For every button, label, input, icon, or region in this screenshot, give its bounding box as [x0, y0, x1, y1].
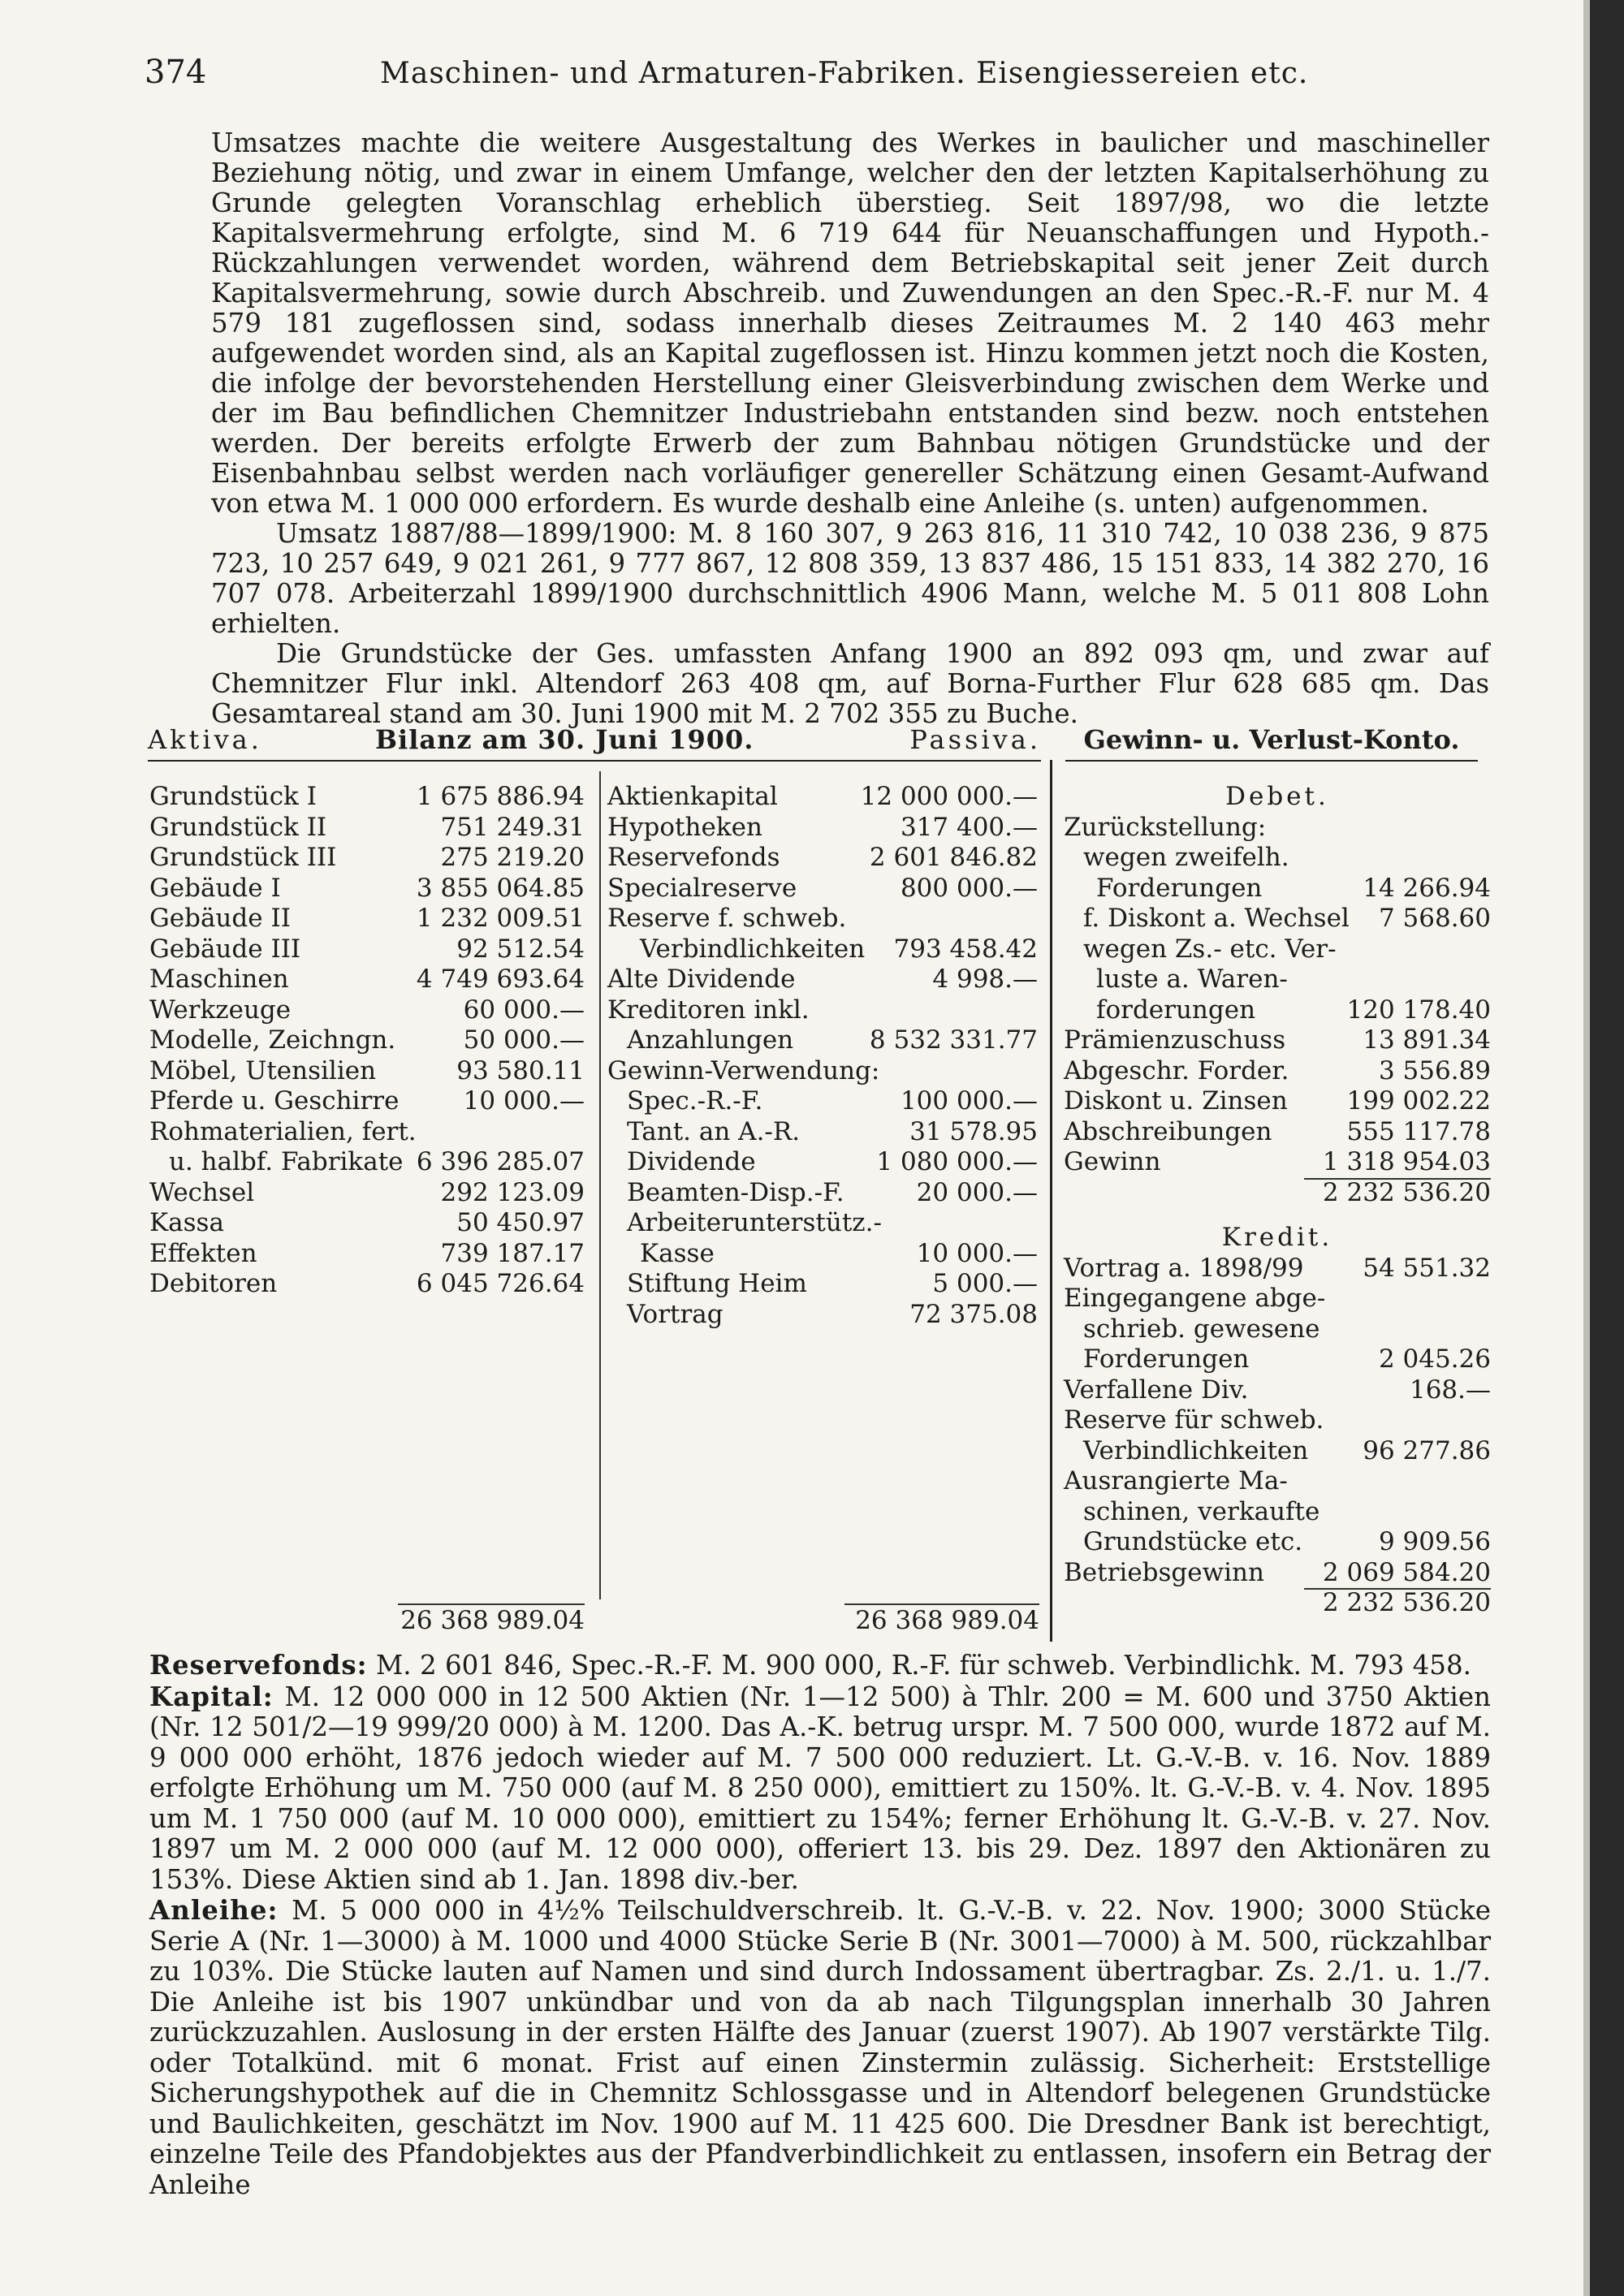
row-label: Zurückstellung: [1064, 812, 1267, 842]
row-amount: 793 458.42 [893, 934, 1038, 964]
subtotal-amount: 2 232 536.20 [1322, 1177, 1491, 1207]
row-amount: 3 855 064.85 [416, 873, 585, 903]
row-label: Anzahlungen [627, 1025, 794, 1055]
ledger-row [607, 1239, 1038, 1270]
note-text: M. 2 601 846, Spec.-R.-F. M. 900 000, R.-F. für schweb. Verbindlichk. M. 793 458. [376, 1650, 1471, 1681]
row-label: Specialreserve [607, 873, 797, 903]
row-amount: 60 000.— [463, 995, 585, 1025]
ledger-row [1064, 1147, 1491, 1178]
row-label: Aktienkapital [607, 782, 778, 811]
row-amount: 9 909.56 [1378, 1527, 1491, 1556]
ledger-row [1064, 904, 1491, 934]
ledger-row [149, 1239, 585, 1270]
row-amount: 2 045.26 [1378, 1344, 1491, 1374]
row-label: Gewinn [1064, 1147, 1161, 1176]
ledger-row [149, 813, 585, 844]
row-amount: 54 551.32 [1363, 1253, 1491, 1283]
row-amount: 92 512.54 [456, 934, 585, 964]
scan-margin-edge [1583, 0, 1590, 2296]
row-amount: 8 532 331.77 [869, 1025, 1038, 1055]
ledger-row [1064, 1314, 1491, 1345]
ledger-row [1064, 1284, 1491, 1314]
aktiva-column [149, 782, 585, 1300]
row-amount: 12 000 000.— [860, 782, 1038, 811]
column-divider [599, 771, 601, 1599]
row-label: Abgeschr. Forder. [1064, 1055, 1289, 1085]
row-amount: 4 749 693.64 [416, 965, 585, 994]
row-amount: 7 568.60 [1378, 904, 1491, 933]
row-amount: 199 002.22 [1346, 1086, 1491, 1116]
ledger-row [149, 1056, 585, 1087]
row-amount: 751 249.31 [440, 812, 585, 842]
row-label: Werkzeuge [149, 995, 292, 1025]
row-amount: 1 080 000.— [876, 1147, 1038, 1176]
ledger-row [1064, 1466, 1491, 1497]
note-text: M. 5 000 000 in 4½% Teilschuldverschreib. lt. G.-V.-B. v. 22. Nov. 1900; 3000 Stücke Serie A (Nr. 1—3000) à M. 1000 und 4000 Stücke Serie B (Nr. 3001—7000) à M. 500, rückzahlbar zu 103%. Die Stücke lauten auf Namen und sind durch Indossament übertragbar. Zs. 2./1. u. 1./7. Die Anleihe ist bis 1907 unkündbar und von da ab nach Tilgungsplan innerhalb 30 Jahren zurückzuzahlen. Auslosung in der ersten Hälfte des Januar (zuerst 1907). Ab 1907 verstärkte Tilg. oder Totalkünd. mit 6 monat. Frist auf einen Zinstermin zulässig. Sicherheit: Erststellige Sicherungshypothek auf die in Chemnitz Schlossgasse und in Altendorf belegenen Grundstücke und Baulichkeiten, geschätzt im Nov. 1900 auf M. 11 425 600. Die Dresdner Bank ist berechtigt, einzelne Teile des Pfandobjektes aus der Pfandverbindlichkeit zu entlassen, insofern ein Betrag der Anleihe [149, 1895, 1491, 2200]
page-number: 374 [145, 54, 207, 91]
row-label: Abschreibungen [1064, 1116, 1272, 1146]
ledger-row [1064, 934, 1491, 965]
row-amount: 14 266.94 [1363, 873, 1491, 903]
row-label: Arbeiterunterstütz.- [627, 1208, 882, 1237]
row-amount: 317 400.— [900, 812, 1038, 842]
ledger-row [149, 874, 585, 904]
ledger-row [607, 1086, 1038, 1117]
ledger-row [149, 1208, 585, 1239]
row-amount: 93 580.11 [456, 1055, 585, 1085]
ledger-row [607, 1178, 1038, 1209]
row-label: Reservefonds [607, 843, 780, 872]
note-heading: Anleihe: [149, 1894, 279, 1926]
ledger-row [607, 813, 1038, 844]
ledger-row [607, 1025, 1038, 1056]
balance-title: Bilanz am 30. Juni 1900. [375, 724, 754, 755]
passiva-column [607, 782, 1038, 1330]
ledger-row [1064, 1375, 1491, 1406]
ledger-row [607, 782, 1038, 813]
ledger-row [607, 1300, 1038, 1331]
row-amount: 168.— [1409, 1375, 1491, 1405]
ledger-row [607, 874, 1038, 904]
subtotal-row [1064, 1178, 1491, 1209]
row-label: forderungen [1096, 995, 1256, 1025]
row-label: Debitoren [149, 1269, 278, 1298]
row-label: Gebäude I [149, 873, 281, 903]
scan-binding-shadow [1590, 0, 1624, 2296]
row-label: wegen Zs.- etc. Ver- [1083, 934, 1337, 964]
row-label: Verbindlichkeiten [1083, 1435, 1309, 1465]
row-label: Vortrag a. 1898/99 [1064, 1253, 1304, 1283]
intro-paragraph: Umsatzes machte die weitere Ausgestaltung des Werkes in baulicher und maschineller Beziehung nötig, und zwar in einem Umfange, welcher den der letzten Kapitalserhöhung zu Grunde gelegten Voranschlag erheblich überstieg. Seit 1897/98, wo die letzte Kapitalsvermehrung erfolgte, sind M. 6 719 644 für Neuanschaffungen und Hypoth.-Rückzahlungen verwendet worden, während dem Betriebskapital seit jener Zeit durch Kapitalsvermehrung, sowie durch Abschreib. und Zuwendungen an den Spec.-R.-F. nur M. 4 579 181 zugeflossen sind, sodass innerhalb dieses Zeitraumes M. 2 140 463 mehr aufgewendet worden sind, als an Kapital zugeflossen ist. Hinzu kommen jetzt noch die Kosten, die infolge der bevorstehenden Herstellung einer Gleisverbindung zwischen dem Werke und der im Bau befindlichen Chemnitzer Industriebahn entstanden sind bezw. noch entstehen werden. Der bereits erfolgte Erwerb der zum Bahnbau nötigen Grundstücke und der Eisenbahnbau selbst werden nach vorläufiger genereller Schätzung einen Gesamt-Aufwand von etwa M. 1 000 000 erfordern. Es wurde deshalb eine Anleihe (s. unten) aufgenommen. [211, 127, 1489, 519]
row-amount: 292 123.09 [440, 1177, 585, 1207]
row-label: Verbindlichkeiten [640, 934, 866, 964]
gv-header-rule [1065, 760, 1478, 762]
ledger-row [149, 1147, 585, 1178]
row-amount: 50 450.97 [456, 1208, 585, 1237]
ledger-row [149, 843, 585, 874]
intro-paragraph: Die Grundstücke der Ges. umfassten Anfang 1900 an 892 093 qm, und zwar auf Chemnitzer Flur inkl. Altendorf 263 408 qm, auf Borna-Further Flur 628 685 qm. Das Gesamtareal stand am 30. Juni 1900 mit M. 2 702 355 zu Buche. [211, 638, 1489, 729]
row-label: schinen, verkaufte [1083, 1496, 1320, 1526]
row-amount: 800 000.— [900, 873, 1038, 903]
row-amount: 555 117.78 [1346, 1116, 1491, 1146]
row-label: Forderungen [1096, 873, 1263, 903]
note-reservefonds [149, 1650, 1491, 1681]
ledger-row [149, 1269, 585, 1300]
total-passiva: 26 368 989.04 [855, 1606, 1039, 1635]
row-amount: 2 069 584.20 [1322, 1557, 1491, 1587]
row-label: Beamten-Disp.-F. [627, 1177, 844, 1207]
row-amount: 6 045 726.64 [416, 1269, 585, 1298]
row-label: Ausrangierte Ma- [1064, 1466, 1288, 1495]
row-label: Hypotheken [607, 812, 762, 842]
row-label: Möbel, Utensilien [149, 1055, 377, 1085]
row-label: Vortrag [627, 1299, 723, 1329]
ledger-row [607, 843, 1038, 874]
note-heading: Kapital: [149, 1680, 274, 1712]
ledger-row [1064, 1025, 1491, 1056]
row-amount: 1 318 954.03 [1322, 1147, 1491, 1176]
ledger-row [149, 782, 585, 813]
row-label: luste a. Waren- [1096, 965, 1288, 994]
row-amount: 1 232 009.51 [416, 904, 585, 933]
passiva-label: Passiva. [909, 724, 1041, 755]
kredit-label: Kredit. [1221, 1223, 1333, 1252]
row-label: Gebäude III [149, 934, 301, 964]
intro-text [211, 128, 1489, 729]
row-label: u. halbf. Fabrikate [169, 1147, 404, 1176]
row-label: Forderungen [1083, 1344, 1250, 1374]
row-label: f. Diskont a. Wechsel [1083, 904, 1350, 933]
aktiva-label: Aktiva. [148, 724, 262, 755]
row-amount: 10 000.— [463, 1086, 585, 1116]
ledger-row [607, 934, 1038, 965]
row-amount: 1 675 886.94 [416, 782, 585, 811]
ledger-row [149, 1025, 585, 1056]
ledger-row [149, 965, 585, 995]
row-amount: 275 219.20 [440, 843, 585, 872]
gv-column [1064, 782, 1491, 1619]
row-label: Grundstück II [149, 812, 327, 842]
row-amount: 120 178.40 [1346, 995, 1491, 1025]
running-title: Maschinen- und Armaturen-Fabriken. Eisengiessereien etc. [380, 57, 1309, 90]
ledger-row [607, 1117, 1038, 1148]
row-label: Gebäude II [149, 904, 291, 933]
ledger-row [607, 965, 1038, 995]
ledger-row [149, 1178, 585, 1209]
ledger-row [149, 904, 585, 934]
sum-rule [844, 1603, 1039, 1605]
ledger-row [1064, 1405, 1491, 1436]
row-label: Kassa [149, 1208, 224, 1237]
row-label: Betriebsgewinn [1064, 1557, 1264, 1587]
row-label: schrieb. gewesene [1083, 1314, 1320, 1344]
row-label: Tant. an A.-R. [627, 1116, 801, 1146]
total-aktiva: 26 368 989.04 [400, 1606, 585, 1635]
row-label: Prämienzuschuss [1064, 1025, 1286, 1055]
row-amount: 5 000.— [932, 1269, 1038, 1298]
ledger-row [607, 1208, 1038, 1239]
ledger-row [1064, 995, 1491, 1026]
ledger-row [607, 1269, 1038, 1300]
column-divider [1050, 760, 1052, 1642]
row-amount: 72 375.08 [909, 1299, 1038, 1329]
row-amount: 6 396 285.07 [416, 1147, 585, 1176]
row-amount: 50 000.— [463, 1025, 585, 1055]
ledger-row [1064, 1056, 1491, 1087]
ledger-row [607, 1056, 1038, 1087]
row-amount: 4 998.— [932, 965, 1038, 994]
ledger-row [1064, 1497, 1491, 1528]
row-label: Verfallene Div. [1064, 1375, 1249, 1405]
spacer [1064, 1208, 1491, 1223]
ledger-row [607, 904, 1038, 934]
ledger-row [1064, 1117, 1491, 1148]
row-label: wegen zweifelh. [1083, 843, 1289, 872]
ledger-row [149, 934, 585, 965]
page-header [145, 54, 1411, 102]
row-label: Grundstück III [149, 843, 337, 872]
row-amount: 100 000.— [900, 1086, 1038, 1116]
row-label: Modelle, Zeichngn. [149, 1025, 396, 1055]
ledger-row [1064, 843, 1491, 874]
row-label: Reserve f. schweb. [607, 904, 847, 933]
ledger-row [607, 995, 1038, 1026]
row-label: Eingegangene abge- [1064, 1284, 1326, 1313]
debet-label: Debet. [1225, 782, 1329, 811]
row-amount: 31 578.95 [909, 1116, 1038, 1146]
intro-paragraph: Umsatz 1887/88—1899/1900: M. 8 160 307, 9 263 816, 11 310 742, 10 038 236, 9 875 723, 10 257 649, 9 021 261, 9 777 867, 12 808 359, 13 837 486, 15 151 833, 14 382 270, 16 707 078. Arbeiterzahl 1899/1900 durchschnittlich 4906 Mann, welche M. 5 011 808 Lohn erhielten. [211, 518, 1489, 639]
ledger-row [1064, 1436, 1491, 1467]
ledger-row [607, 1147, 1038, 1178]
subtotal-row [1064, 1588, 1491, 1619]
row-amount: 13 891.34 [1363, 1025, 1491, 1055]
ledger-row [1064, 813, 1491, 844]
notes-section [149, 1650, 1491, 2200]
row-label: Alte Dividende [607, 965, 796, 994]
sum-rule [398, 1603, 585, 1605]
row-amount: 2 601 846.82 [869, 843, 1038, 872]
row-label: Diskont u. Zinsen [1064, 1086, 1288, 1116]
row-label: Gewinn-Verwendung: [607, 1055, 880, 1085]
row-label: Grundstück I [149, 782, 317, 811]
ledger-row [1064, 1254, 1491, 1284]
note-anleihe [149, 1895, 1491, 2200]
ledger-row [149, 1086, 585, 1117]
subtotal-amount: 2 232 536.20 [1322, 1588, 1491, 1617]
balance-header [148, 724, 1041, 760]
note-kapital [149, 1681, 1491, 1896]
ledger-row [1064, 1344, 1491, 1375]
row-amount: 3 556.89 [1378, 1055, 1491, 1085]
balance-header-rule [148, 760, 1041, 762]
ledger-row [149, 1117, 585, 1148]
row-label: Maschinen [149, 965, 289, 994]
row-label: Rohmaterialien, fert. [149, 1116, 417, 1146]
row-label: Wechsel [149, 1177, 255, 1207]
row-amount: 20 000.— [916, 1177, 1038, 1207]
ledger-row [1064, 965, 1491, 995]
row-label: Kasse [640, 1238, 715, 1268]
row-amount: 739 187.17 [440, 1238, 585, 1268]
row-label: Kreditoren inkl. [607, 995, 810, 1025]
gv-title: Gewinn- u. Verlust-Konto. [1083, 724, 1460, 755]
row-label: Spec.-R.-F. [627, 1086, 763, 1116]
row-label: Effekten [149, 1238, 257, 1268]
row-amount: 10 000.— [916, 1238, 1038, 1268]
row-label: Pferde u. Geschirre [149, 1086, 400, 1116]
row-amount: 96 277.86 [1363, 1435, 1491, 1465]
row-label: Reserve für schweb. [1064, 1405, 1324, 1435]
ledger-row [1064, 1527, 1491, 1558]
row-label: Dividende [627, 1147, 756, 1176]
ledger-row [1064, 874, 1491, 904]
ledger-row [149, 995, 585, 1026]
note-heading: Reservefonds: [149, 1649, 368, 1681]
ledger-row [1064, 1086, 1491, 1117]
row-label: Grundstücke etc. [1083, 1527, 1303, 1556]
row-label: Stiftung Heim [627, 1269, 807, 1298]
ledger-row [1064, 1558, 1491, 1589]
note-text: M. 12 000 000 in 12 500 Aktien (Nr. 1—12 500) à Thlr. 200 = M. 600 und 3750 Aktien (Nr. 12 501/2—19 999/20 000) à M. 1200. Das A.-K. betrug urspr. M. 7 500 000, wurde 1872 auf M. 9 000 000 erhöht, 1876 jedoch wieder auf M. 7 500 000 reduziert. Lt. G.-V.-B. v. 16. Nov. 1889 erfolgte Erhöhung um M. 750 000 (auf M. 8 250 000), emittiert zu 150%. lt. G.-V.-B. v. 4. Nov. 1895 um M. 1 750 000 (auf M. 10 000 000), emittiert zu 154%; ferner Erhöhung lt. G.-V.-B. v. 27. Nov. 1897 um M. 2 000 000 (auf M. 12 000 000), offeriert 13. bis 29. Dez. 1897 den Aktionären zu 153%. Diese Aktien sind ab 1. Jan. 1898 div.-ber. [149, 1681, 1491, 1895]
